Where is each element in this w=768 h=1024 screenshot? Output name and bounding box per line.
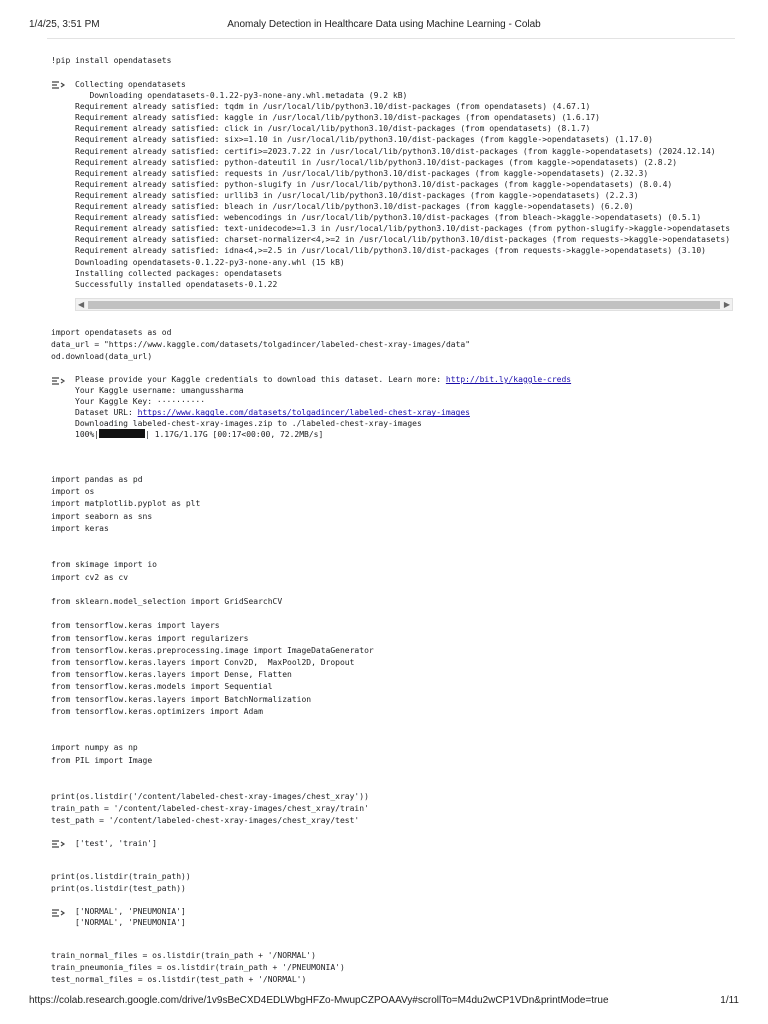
scroll-right-icon[interactable]: ▶	[723, 300, 730, 309]
horizontal-scrollbar[interactable]	[75, 298, 733, 311]
output-line: Requirement already satisfied: idna<4,>=2.5 in /usr/local/lib/python3.10/dist-packages (from requests->kaggle->opendatasets) (3.10)	[75, 246, 706, 256]
code-cell-download[interactable]: import opendatasets as od data_url = "https://www.kaggle.com/datasets/tolgadincer/labeled-chest-xray-images/data" od.download(data_url)	[51, 328, 471, 362]
output-toggle-icon[interactable]	[50, 375, 66, 387]
output-line: Your Kaggle Key: ··········	[75, 397, 206, 407]
output-pip-install	[75, 79, 735, 290]
output-listdir: ['NORMAL', 'PNEUMONIA'] ['NORMAL', 'PNEUMONIA']	[75, 907, 186, 928]
output-line: Downloading opendatasets-0.1.22-py3-none-any.whl.metadata (9.2 kB)	[75, 91, 408, 101]
dataset-url-link[interactable]: https://www.kaggle.com/datasets/tolgadincer/labeled-chest-xray-images	[137, 408, 470, 418]
output-line: Requirement already satisfied: python-slugify in /usr/local/lib/python3.10/dist-packages (from kaggle->opendatasets) (8.0.4)	[75, 179, 673, 189]
progress-stats: | 1.17G/1.17G [00:17<00:00, 72.2MB/s]	[145, 430, 324, 440]
output-line: Requirement already satisfied: bleach in /usr/local/lib/python3.10/dist-packages (from kaggle->opendatasets) (6.2.0)	[75, 202, 634, 212]
code-cell-paths[interactable]: print(os.listdir('/content/labeled-chest-xray-images/chest_xray')) train_path = '/content/labeled-chest-xray-images/chest_xray/train' test_path = '/content/labeled-chest-xray-images/chest_xray/test'	[51, 792, 369, 826]
kaggle-creds-link[interactable]: http://bit.ly/kaggle-creds	[445, 375, 572, 384]
output-line: Requirement already satisfied: urllib3 in /usr/local/lib/python3.10/dist-packages (from kaggle->opendatasets) (2.2.3)	[75, 190, 639, 200]
output-line: Downloading labeled-chest-xray-images.zip to ./labeled-chest-xray-images	[75, 419, 422, 429]
output-line: Installing collected packages: opendatasets	[75, 268, 283, 278]
output-line: Requirement already satisfied: requests in /usr/local/lib/python3.10/dist-packages (from kaggle->opendatasets) (2.32.3)	[75, 168, 649, 178]
output-line: Requirement already satisfied: charset-normalizer<4,>=2 in /usr/local/lib/python3.10/dist-packages (from requests->kaggle->opendatasets)	[75, 235, 731, 245]
page-url: https://colab.research.google.com/drive/1v9sBeCXD4EDLWbgHFZo-MwupCZPOAAVy#scrollTo=M4du2wCP1VDn&printMode=true	[29, 995, 609, 1006]
progress-bar	[99, 429, 145, 438]
output-line: Collecting opendatasets	[75, 80, 186, 89]
output-line: Requirement already satisfied: click in /usr/local/lib/python3.10/dist-packages (from opendatasets) (8.1.7)	[75, 124, 591, 134]
output-toggle-icon[interactable]	[50, 907, 66, 919]
scrollbar-thumb[interactable]	[88, 301, 720, 309]
output-line: Requirement already satisfied: kaggle in /usr/local/lib/python3.10/dist-packages (from opendatasets) (1.6.17)	[75, 113, 600, 123]
code-cell-listdir[interactable]: print(os.listdir(train_path)) print(os.listdir(test_path))	[51, 872, 191, 894]
code-cell-imports[interactable]: import pandas as pd import os import matplotlib.pyplot as plt import seaborn as sns import keras from skimage import io import cv2 as cv from sklearn.model_selection import GridSearchCV from tensorflow.keras import layers from tensorflow.keras import regularizers from tensorflow.keras.preprocessing.image import ImageDataGenerator from tensorflow.keras.layers import Conv2D, MaxPool2D, Dropout from tensorflow.keras.layers import Dense, Flatten from tensorflow.keras.models import Sequential from tensorflow.keras.layers import BatchNormalization from tensorflow.keras.optimizers import Adam import numpy as np from PIL import Image	[51, 475, 374, 765]
output-paths: ['test', 'train']	[75, 839, 157, 848]
scroll-left-icon[interactable]: ◀	[78, 300, 85, 309]
code-cell-pip-install[interactable]: !pip install opendatasets	[51, 56, 172, 65]
code-cell-file-lists[interactable]: train_normal_files = os.listdir(train_path + '/NORMAL') train_pneumonia_files = os.listdir(train_path + '/PNEUMONIA') test_normal_files = os.listdir(test_path + '/NORMAL')	[51, 951, 345, 985]
output-line: Requirement already satisfied: certifi>=2023.7.22 in /usr/local/lib/python3.10/dist-packages (from kaggle->opendatasets) (2024.12.14)	[75, 146, 716, 156]
output-line: Requirement already satisfied: python-dateutil in /usr/local/lib/python3.10/dist-packages (from kaggle->opendatasets) (2.8.2)	[75, 157, 678, 167]
output-line: Successfully installed opendatasets-0.1.22	[75, 279, 278, 289]
output-download	[75, 374, 735, 441]
output-toggle-icon[interactable]	[50, 79, 66, 91]
output-line: Please provide your Kaggle credentials to download this dataset. Learn more:	[75, 375, 446, 384]
output-line: Requirement already satisfied: tqdm in /usr/local/lib/python3.10/dist-packages (from opendatasets) (4.67.1)	[75, 102, 591, 112]
page-number: 1/11	[720, 995, 739, 1006]
output-line: Your Kaggle username: umangussharma	[75, 386, 244, 396]
output-toggle-icon[interactable]	[50, 838, 66, 850]
output-line: Requirement already satisfied: text-unidecode>=1.3 in /usr/local/lib/python3.10/dist-packages (from python-slugify->kaggle->opendatasets	[75, 224, 731, 234]
output-line: Requirement already satisfied: six>=1.10 in /usr/local/lib/python3.10/dist-packages (from kaggle->opendatasets) (1.17.0)	[75, 135, 653, 145]
print-datetime: 1/4/25, 3:51 PM	[29, 19, 100, 30]
output-line: Downloading opendatasets-0.1.22-py3-none-any.whl (15 kB)	[75, 257, 345, 267]
output-line: Requirement already satisfied: webencodings in /usr/local/lib/python3.10/dist-packages (from bleach->kaggle->opendatasets) (0.5.1)	[75, 213, 702, 223]
divider	[47, 38, 735, 39]
progress-percent: 100%|	[75, 430, 100, 440]
page-title: Anomaly Detection in Healthcare Data using Machine Learning - Colab	[227, 19, 541, 30]
output-line: Dataset URL:	[75, 408, 138, 418]
